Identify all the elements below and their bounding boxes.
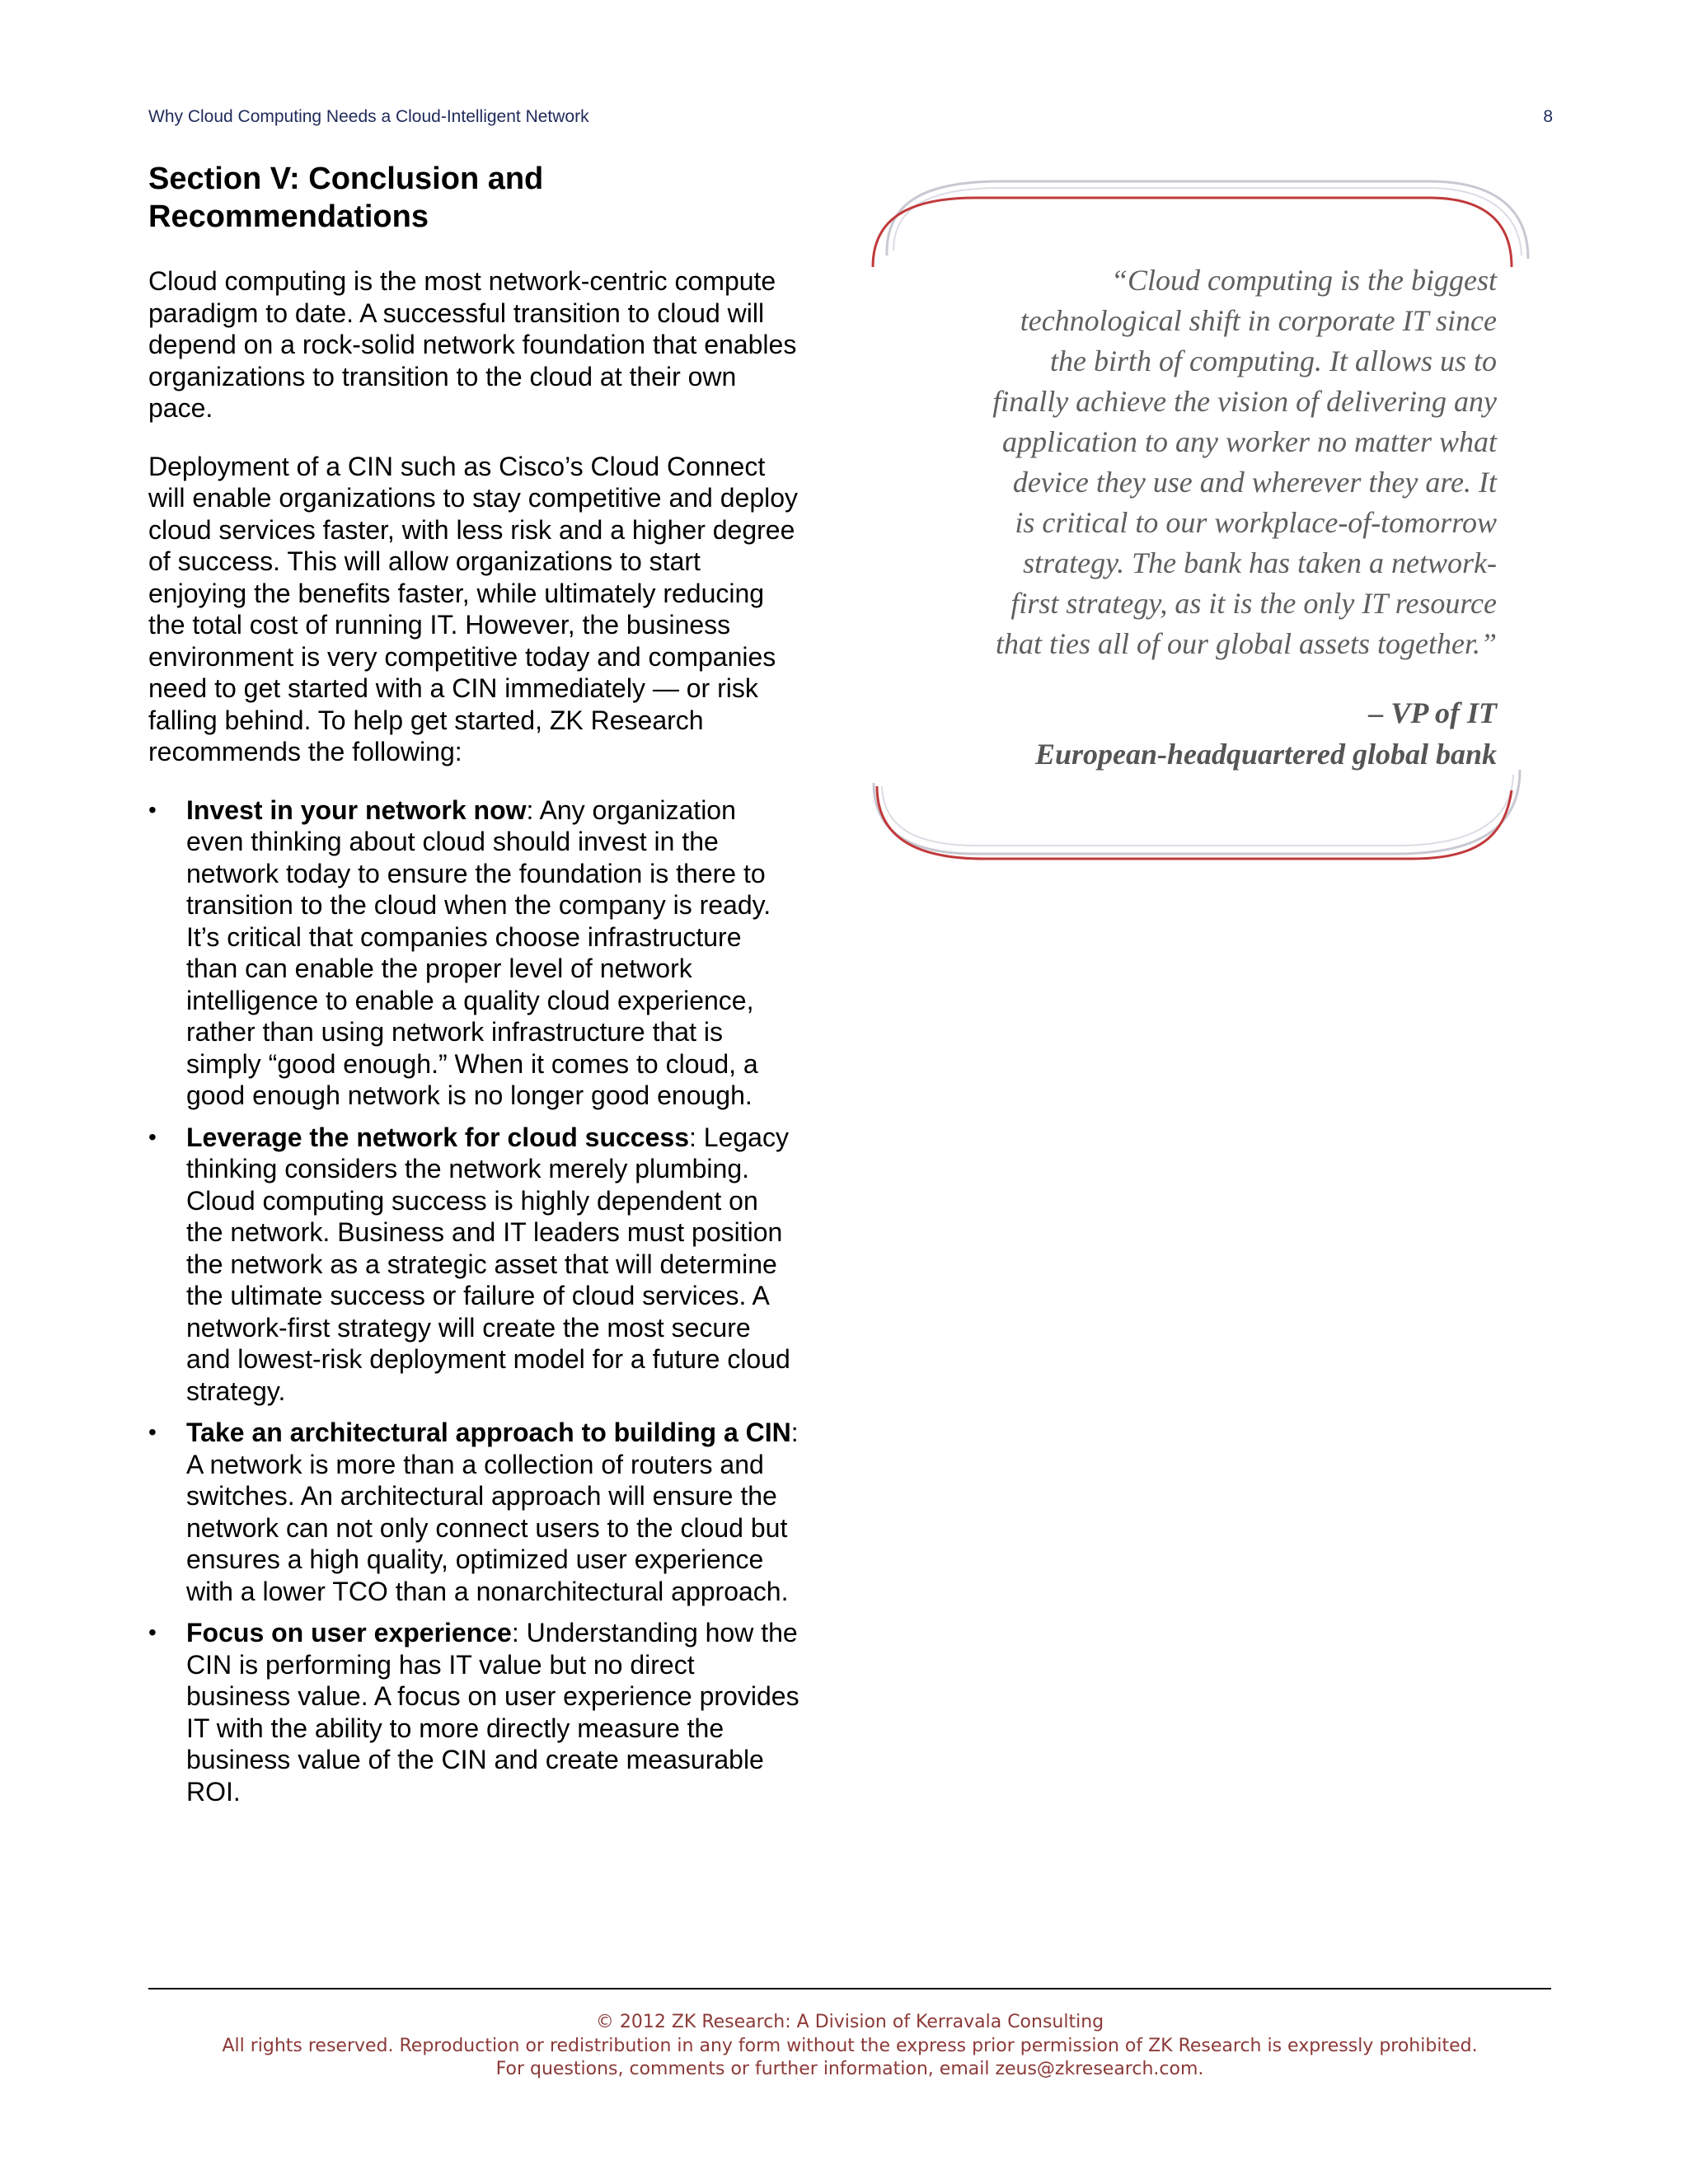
page-number: 8 <box>1543 107 1553 126</box>
quote-line: application to any worker no matter what <box>1002 425 1497 458</box>
footer-divider <box>148 1988 1551 1990</box>
document-title: Why Cloud Computing Needs a Cloud-Intelligent Network <box>148 107 589 126</box>
bullet-icon: • <box>148 1419 157 1445</box>
main-column <box>148 160 799 1817</box>
quote-line: “Cloud computing is the biggest <box>1111 264 1497 297</box>
quote-line: that ties all of our global assets together.” <box>995 627 1497 660</box>
quote-line: the birth of computing. It allows us to <box>1049 344 1497 377</box>
recommendation-lead: Focus on user experience <box>186 1618 512 1647</box>
recommendation-list <box>148 794 799 1808</box>
section-heading-line-2: Recommendations <box>148 199 429 234</box>
quote-line: device they use and wherever they are. It <box>1012 466 1497 499</box>
callout-frame-red-bottom <box>877 786 1512 859</box>
attribution-name: – VP of IT <box>1368 696 1497 729</box>
quote-line: strategy. The bank has taken a network- <box>1023 546 1497 579</box>
recommendation-text: : A network is more than a collection of routers and switches. An architectural approach will ensure the network can not only connect users to the cloud but ensures a high quality, optimized user experience with a lower TCO than a nonarchitectural approach. <box>186 1418 799 1606</box>
callout-frame-grey-top <box>887 181 1528 259</box>
deployment-paragraph: Deployment of a CIN such as Cisco’s Cloud Connect will enable organizations to stay competitive and deploy cloud services faster, with less risk and a higher degree of success. This will allow organizations to start enjoying the benefits faster, while ultimately reducing the total cost of running IT. However, the business environment is very competitive today and companies need to get started with a CIN immediately — or risk falling behind. To help get started, ZK Research recommends the following: <box>148 451 799 766</box>
callout-frame-red-top <box>873 198 1512 267</box>
intro-paragraph: Cloud computing is the most network-centric compute paradigm to date. A successful transition to cloud will depend on a rock-solid network foundation that enables organizations to transition to the cloud at their own pace. <box>148 266 797 423</box>
section-heading <box>148 160 799 236</box>
quote-line: is critical to our workplace-of-tomorrow <box>1015 506 1497 539</box>
bullet-icon: • <box>148 1123 157 1150</box>
recommendation-lead: Leverage the network for cloud success <box>186 1122 689 1152</box>
footer-rights: All rights reserved. Reproduction or redistribution in any form without the express prior permission of ZK Research is expressly prohibited. <box>222 2035 1478 2056</box>
page-footer <box>148 2011 1551 2082</box>
recommendation-item <box>148 1417 799 1607</box>
quote-line: first strategy, as it is the only IT resource <box>1010 587 1497 620</box>
callout-frame-grey-bottom <box>874 770 1520 854</box>
recommendation-item <box>148 794 799 1112</box>
bullet-icon: • <box>148 796 157 823</box>
recommendation-lead: Invest in your network now <box>186 794 527 825</box>
footer-contact: For questions, comments or further information, email zeus@zkresearch.com. <box>495 2059 1204 2079</box>
quote-line: technological shift in corporate IT since <box>1020 304 1497 337</box>
recommendation-item <box>148 1617 799 1807</box>
running-header <box>148 107 1553 132</box>
quote-attribution <box>902 692 1497 775</box>
pull-quote-callout <box>869 176 1535 865</box>
recommendation-text: : Any organization even thinking about cloud should invest in the network today to ensure the foundation is there to transition to the cloud when the company is ready. It’s critical that companies choose infrastructure than can enable the proper level of network intelligence to enable a quality cloud experience, rather than using network infrastructure that is simply “good enough.” When it comes to cloud, a good enough network is no longer good enough. <box>186 794 771 1110</box>
quote-text <box>902 260 1497 664</box>
recommendation-text: : Understanding how the CIN is performing has IT value but no direct business value. A focus on user experience provides IT with the ability to more directly measure the business value of the CIN and create measurable ROI. <box>186 1618 799 1807</box>
recommendation-item <box>148 1122 799 1408</box>
recommendation-text: : Legacy thinking considers the network merely plumbing. Cloud computing success is highly dependent on the network. Business and IT leaders must position the network as a strategic asset that will determine the ultimate success or failure of cloud services. A network-first strategy will create the most secure and lowest-risk deployment model for a future cloud strategy. <box>186 1122 790 1406</box>
callout-frame-grey-bottom-inner <box>882 775 1513 846</box>
quote-line: finally achieve the vision of delivering any <box>992 385 1497 418</box>
footer-copyright: © 2012 ZK Research: A Division of Kerravala Consulting <box>595 2012 1104 2032</box>
section-heading-line-1: Section V: Conclusion and <box>148 162 544 196</box>
recommendation-lead: Take an architectural approach to building a CIN <box>186 1418 791 1447</box>
bullet-icon: • <box>148 1619 157 1645</box>
attribution-organization: European-headquartered global bank <box>1034 738 1497 771</box>
